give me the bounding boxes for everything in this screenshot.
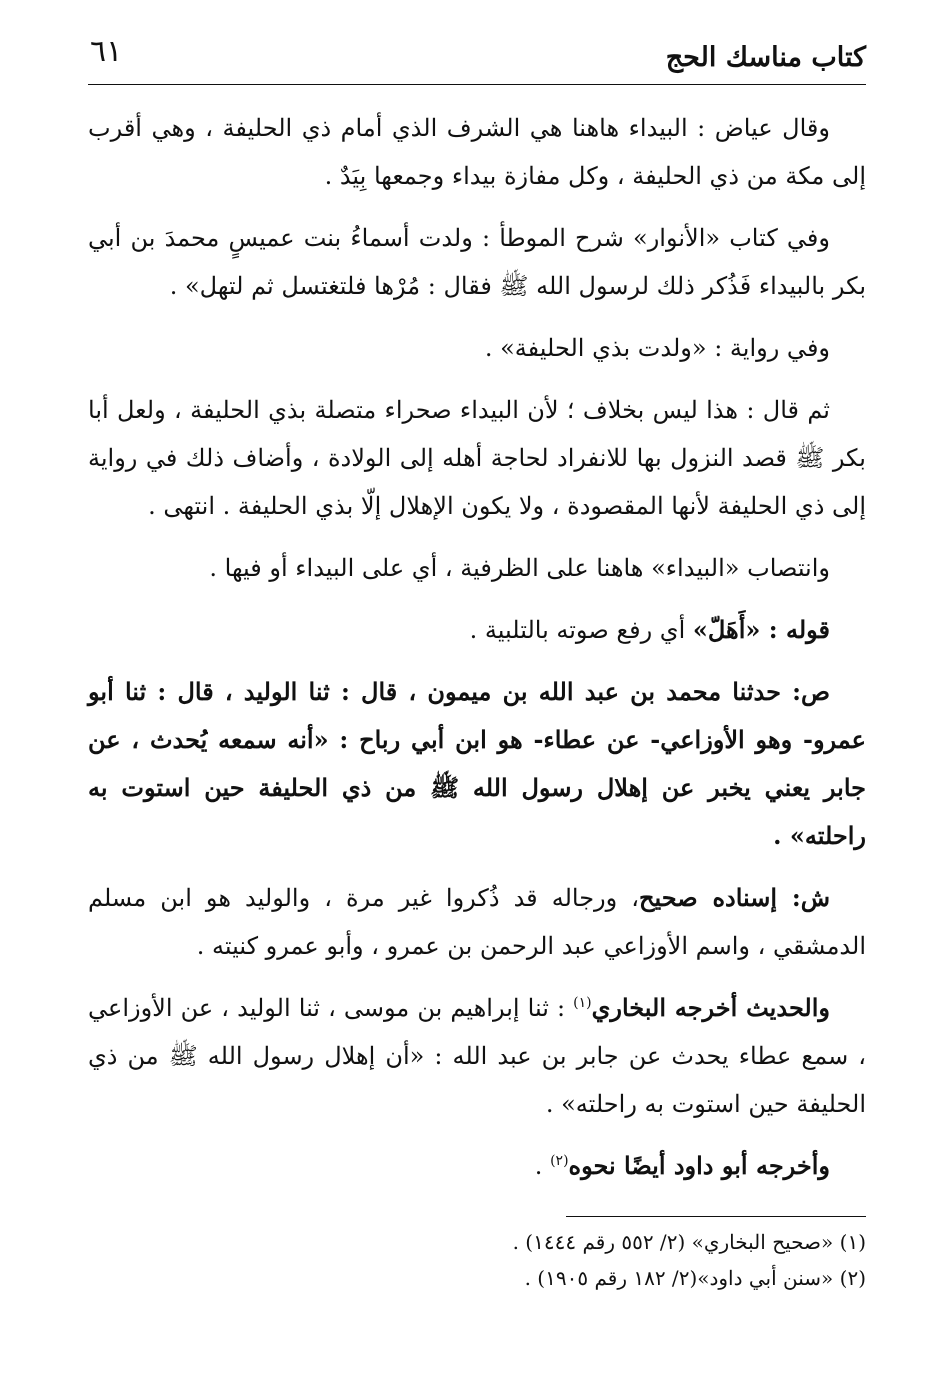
page-header [88, 30, 866, 82]
paragraph-abu-dawud [88, 1142, 866, 1190]
footnote-2: (٢) «سنن أبي داود»(٢/ ١٨٢ رقم ١٩٠٥) . [524, 1266, 866, 1290]
page-body [88, 104, 866, 1204]
paragraph-sharh [88, 874, 866, 970]
paragraph-bukhari [88, 984, 866, 1128]
paragraph-anwar [88, 214, 866, 310]
running-title: كتاب مناسك الحج [665, 42, 866, 73]
paragraph-iyad [88, 104, 866, 200]
paragraph-thumma-qal [88, 386, 866, 530]
paragraph-text: ص: حدثنا محمد بن عبد الله بن ميمون ، قال : ثنا الوليد ، قال : ثنا أبو عمرو- وهو الأوزاعي- عن عطاء- هو ابن أبي رباح : «أنه سمعه يُحدث ، عن جابر يعني يخبر عن إهلال رسول الله ﷺ من ذي الحليفة حين استوت به راحلته» . [88, 677, 866, 850]
paragraph-text: وفي كتاب «الأنوار» شرح الموطأ : ولدت أسماءُ بنت عميسٍ محمدَ بن أبي بكر بالبيداء فَذُكر ذلك لرسول الله ﷺ فقال : مُرْها فلتغتسل ثم لتهل» . [88, 224, 866, 300]
paragraph-lead: ش: إسناده صحيح [639, 883, 830, 912]
paragraph-intisab [88, 544, 866, 592]
footnote-rule [566, 1216, 866, 1217]
footnote-1: (١) «صحيح البخاري» (٢/ ٥٥٢ رقم ١٤٤٤) . [512, 1230, 866, 1254]
paragraph-lead: والحديث أخرجه البخاري [591, 993, 831, 1022]
header-rule [88, 84, 866, 85]
paragraph-text: . [534, 1152, 551, 1180]
paragraph-text: وانتصاب «البيداء» هاهنا على الظرفية ، أي على البيداء أو فيها . [209, 554, 830, 582]
page-number: ٦١ [90, 34, 123, 69]
paragraph-lead: وأخرجه أبو داود أيضًا نحوه [568, 1151, 830, 1180]
paragraph-text: وقال عياض : البيداء هاهنا هي الشرف الذي أمام ذي الحليفة ، وهي أقرب إلى مكة من ذي الحليفة ، وكل مفازة بيداء وجمعها بِيَدٌ . [88, 114, 866, 190]
paragraph-qawluhu [88, 606, 866, 654]
paragraph-riwaya [88, 324, 866, 372]
footnotes [200, 1224, 866, 1296]
paragraph-text: ثم قال : هذا ليس بخلاف ؛ لأن البيداء صحراء متصلة بذي الحليفة ، ولعل أبا بكر ﷺ قصد النزول بها للانفراد لحاجة أهله إلى الولادة ، وأضاف ذلك في رواية إلى ذي الحليفة لأنها المقصودة ، ولا يكون الإهلال إلّا بذي الحليفة . انتهى . [88, 396, 866, 520]
footnote-ref[interactable]: (١) [573, 995, 592, 1011]
paragraph-text: وفي رواية : «ولدت بذي الحليفة» . [484, 334, 830, 362]
footnote-ref[interactable]: (٢) [550, 1153, 569, 1169]
paragraph-text: أي رفع صوته بالتلبية . [469, 616, 693, 644]
paragraph-hadith-matn [88, 668, 866, 860]
paragraph-text: ، ورجاله قد ذُكروا غير مرة ، والوليد هو ابن مسلم الدمشقي ، واسم الأوزاعي عبد الرحمن بن عمرو ، وأبو عمرو كنيته . [88, 884, 866, 960]
paragraph-text: : ثنا إبراهيم بن موسى ، ثنا الوليد ، عن الأوزاعي ، سمع عطاء يحدث عن جابر بن عبد الله : «أن إهلال رسول الله ﷺ من ذي الحليفة حين استوت به راحلته» . [88, 994, 866, 1118]
paragraph-lead: قوله : «أَهَلّ» [692, 615, 830, 644]
